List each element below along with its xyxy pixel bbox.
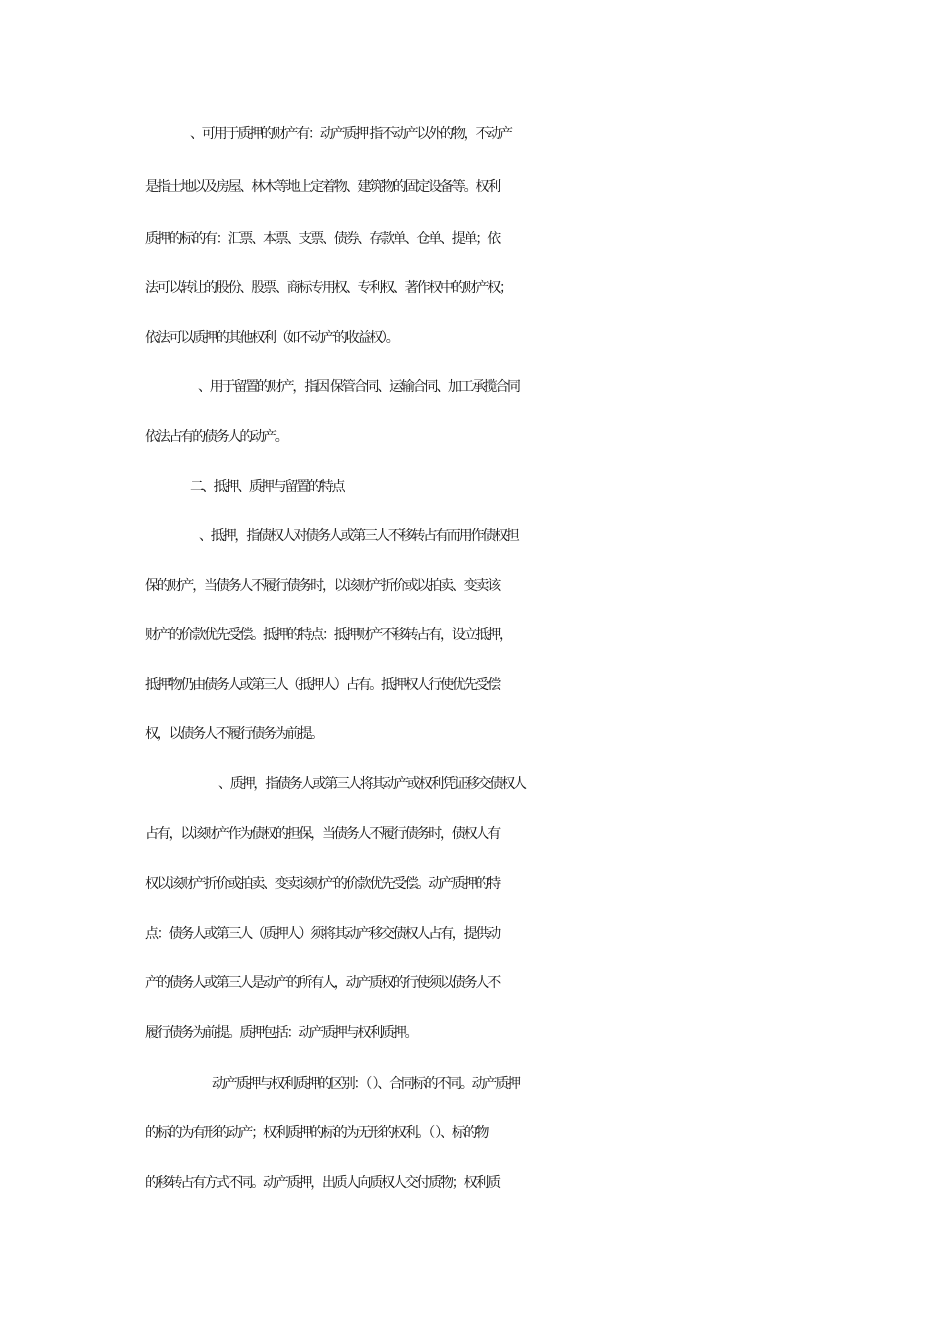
text-line: 、可用于质押的财产有：动产质押 指不动产以外的物，不动产 bbox=[190, 126, 511, 142]
text-line: 占有，以该财产作为债权的担保，当债务人不履行债务时，债权人有 bbox=[145, 826, 499, 842]
text-line: 产的债务人或第三人是动产的所有人，动产质权的行使须以债务人不 bbox=[145, 975, 499, 991]
section-heading: 二、抵押、质押与留置的特点 bbox=[190, 479, 344, 495]
text-line: 质押的标的有：汇票、本票、支票、债券、存款单、仓单、提单；依 bbox=[145, 231, 499, 247]
text-line: 权，以债务人不履行债务为前提。 bbox=[145, 726, 322, 742]
text-line: 、质押，指债务人或第三人将其动产或权利凭证移交债权人 bbox=[218, 776, 525, 792]
text-line: 依法占有的债务人的动产。 bbox=[145, 429, 287, 445]
text-line: 依法可以质押的其他权利（如不动产的收益权）。 bbox=[145, 330, 398, 346]
text-line: 的移转占有方式不同。动产质押，出质人向质权人交付质物；权利质 bbox=[145, 1175, 499, 1191]
text-line: 动产质押与权利质押的区别：（ ）、合同标的不同。动产质押 bbox=[212, 1076, 519, 1092]
text-line: 点：债务人或第三人（质押人）须将其动产移交债权人占有，提供动 bbox=[145, 926, 499, 942]
text-line: 、用于留置的财产，指因 保管合同、运输合同、加工承揽合同 bbox=[198, 379, 519, 395]
text-line: 是指土地以及房屋、林木等地上定着物、建筑物的固定设备等。权利 bbox=[145, 179, 499, 195]
text-line: 法可以转让的股份、股票、商标专用权、专利权、著作权中的财产权； bbox=[145, 280, 511, 296]
text-line: 权以该财产折价或拍卖、变卖该财产的价款优先受偿。动产质押的特 bbox=[145, 876, 499, 892]
text-line: 履行债务为前提。质押包括：动产质押与权利质押。 bbox=[145, 1025, 417, 1041]
text-line: 抵押物仍由债务人或第三人（抵押人）占有。抵押权人行使优先受偿 bbox=[145, 677, 499, 693]
text-line: 财产的价款优先受偿。抵押的特点：抵押财产不移转占有，设立抵押， bbox=[145, 627, 511, 643]
text-line: 、抵押，指债权人对债务人或第三人不移转占有而用作债权担 bbox=[199, 528, 518, 544]
text-line: 的标的为有形的动产；权利质押的标的为无形的权利。（ ）、标的物 bbox=[145, 1125, 488, 1141]
text-line: 保的财产，当债务人不履行债务时，以该财产折价或以拍卖、变卖该 bbox=[145, 578, 499, 594]
